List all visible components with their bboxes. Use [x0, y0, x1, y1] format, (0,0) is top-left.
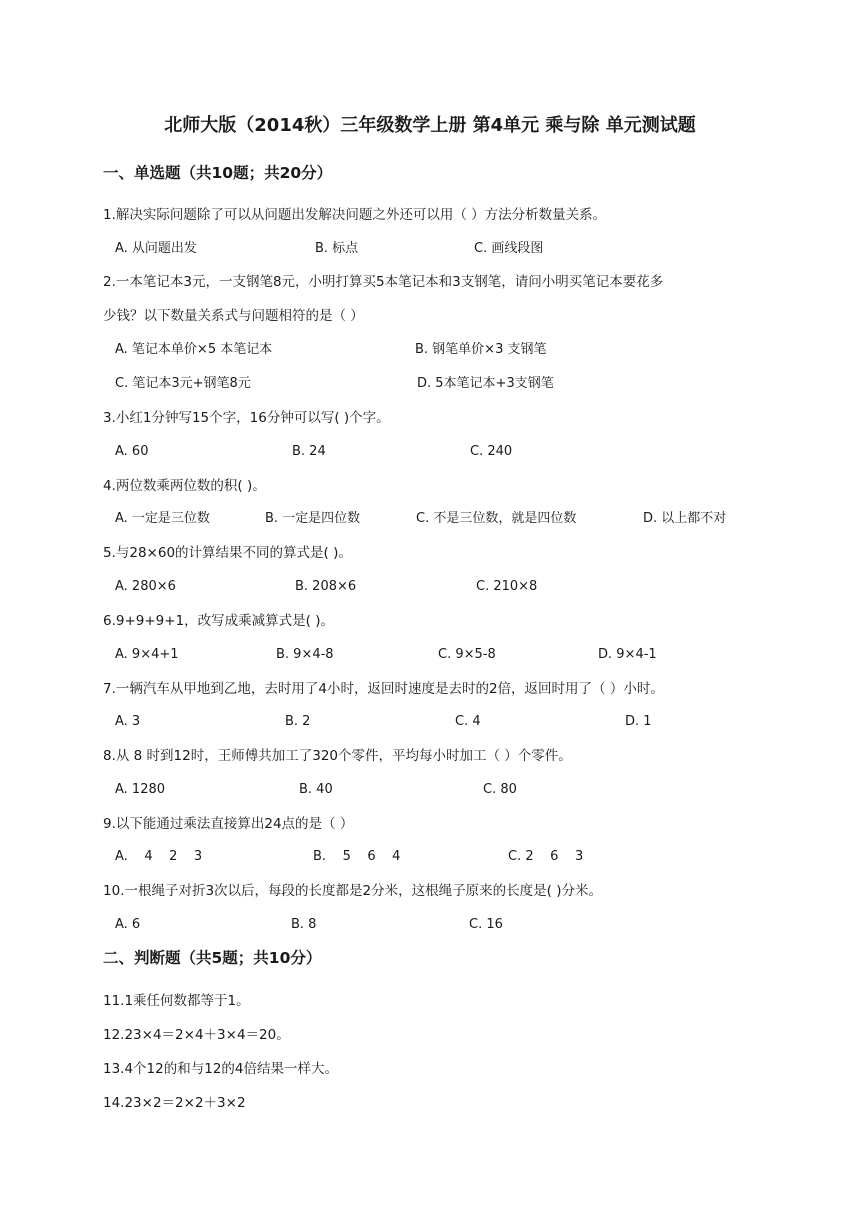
- page-title: 北师大版（2014秋）三年级数学上册 第4单元 乘与除 单元测试题: [164, 115, 696, 136]
- question-2: 2.一本笔记本3元，一支钢笔8元，小明打算买5本笔记本和3支钢笔，请问小明买笔记本要花多: [103, 274, 664, 290]
- option-c: C. 画线段图: [474, 241, 544, 256]
- option-a: A. 6: [115, 917, 141, 932]
- option-b: B. 9×4-8: [276, 647, 334, 662]
- question-14: 14.23×2＝2×2＋3×2: [103, 1095, 246, 1111]
- question-1: 1.解决实际问题除了可以从问题出发解决问题之外还可以用（ ）方法分析数量关系。: [103, 207, 607, 223]
- section-heading-true-false: 二、判断题（共5题；共10分）: [103, 949, 322, 967]
- question-3: 3.小红1分钟写15个字，16分钟可以写( )个字。: [103, 410, 390, 426]
- options-row-8: [115, 780, 795, 800]
- option-d: D. 9×4-1: [598, 647, 657, 662]
- options-row-4: [115, 509, 795, 529]
- question-5: 5.与28×60的计算结果不同的算式是( )。: [103, 545, 352, 561]
- question-8: 8.从 8 时到12时，王师傅共加工了320个零件，平均每小时加工（ ）个零件。: [103, 748, 572, 764]
- question-9: 9.以下能通过乘法直接算出24点的是（ ）: [103, 816, 354, 832]
- question-11: 11.1乘任何数都等于1。: [103, 993, 250, 1009]
- option-c: C. 笔记本3元+钢笔8元: [115, 376, 251, 391]
- option-c: C. 240: [470, 444, 513, 459]
- option-b: B. 一定是四位数: [265, 511, 361, 526]
- question-6: 6.9+9+9+1，改写成乘减算式是( )。: [103, 613, 334, 629]
- option-d: D. 1: [625, 714, 652, 729]
- option-a: A. 4 2 3: [115, 849, 203, 864]
- option-b: B. 40: [299, 782, 333, 797]
- option-b: B. 钢笔单价×3 支钢笔: [415, 342, 547, 357]
- options-row-7: [115, 712, 795, 732]
- option-a: A. 从问题出发: [115, 241, 197, 256]
- option-c: C. 4: [455, 714, 481, 729]
- option-c: C. 2 6 3: [508, 849, 584, 864]
- option-b: B. 2: [285, 714, 311, 729]
- option-c: C. 9×5-8: [438, 647, 496, 662]
- option-d: D. 5本笔记本+3支钢笔: [417, 376, 554, 391]
- option-c: C. 不是三位数，就是四位数: [416, 511, 577, 526]
- options-row-9: [115, 847, 795, 867]
- option-a: A. 3: [115, 714, 141, 729]
- options-row-5: [115, 577, 795, 597]
- question-7: 7.一辆汽车从甲地到乙地，去时用了4小时，返回时速度是去时的2倍，返回时用了（ ）小时。: [103, 681, 664, 697]
- option-b: B. 24: [292, 444, 326, 459]
- question-4: 4.两位数乘两位数的积( )。: [103, 478, 266, 494]
- section-heading-single-choice: 一、单选题（共10题；共20分）: [103, 164, 333, 182]
- question-13: 13.4个12的和与12的4倍结果一样大。: [103, 1061, 339, 1077]
- option-c: C. 80: [483, 782, 517, 797]
- option-a: A. 一定是三位数: [115, 511, 210, 526]
- option-a: A. 笔记本单价×5 本笔记本: [115, 342, 273, 357]
- option-a: A. 1280: [115, 782, 166, 797]
- options-row-10: [115, 915, 795, 935]
- options-row-2a: [115, 340, 795, 360]
- option-a: A. 280×6: [115, 579, 176, 594]
- question-10: 10.一根绳子对折3次以后，每段的长度都是2分米，这根绳子原来的长度是( )分米。: [103, 883, 602, 899]
- option-a: A. 60: [115, 444, 149, 459]
- question-12: 12.23×4＝2×4＋3×4＝20。: [103, 1027, 290, 1043]
- options-row-2b: [115, 374, 795, 394]
- option-d: D. 以上都不对: [643, 511, 727, 526]
- question-2-continued: 少钱？以下数量关系式与问题相符的是（ ）: [103, 308, 364, 324]
- option-b: B. 标点: [315, 241, 359, 256]
- option-b: B. 8: [291, 917, 317, 932]
- option-c: C. 210×8: [476, 579, 538, 594]
- option-b: B. 208×6: [295, 579, 357, 594]
- option-c: C. 16: [469, 917, 503, 932]
- options-row-1: [115, 239, 795, 259]
- option-b: B. 5 6 4: [313, 849, 401, 864]
- options-row-6: [115, 645, 795, 665]
- option-a: A. 9×4+1: [115, 647, 179, 662]
- options-row-3: [115, 442, 795, 462]
